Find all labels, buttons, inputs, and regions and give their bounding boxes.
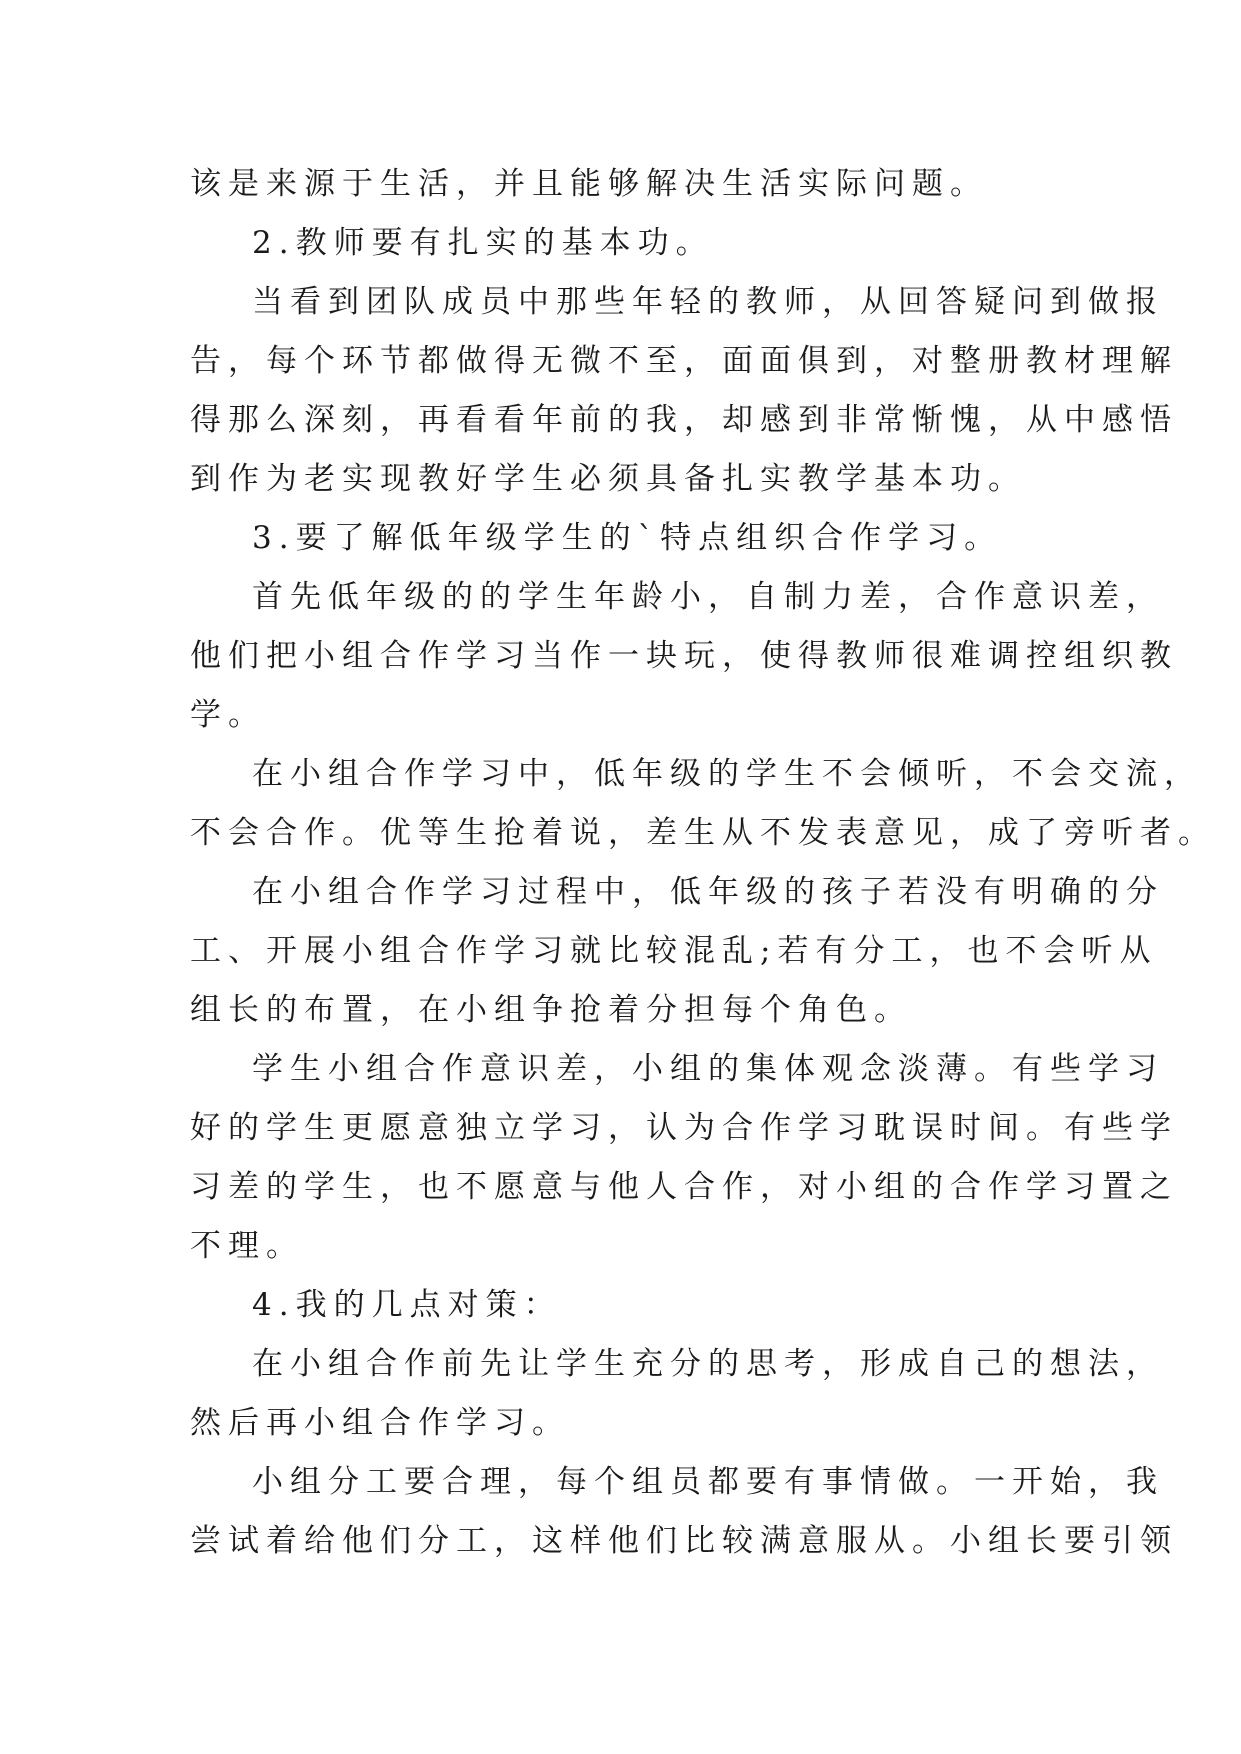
text-line: 尝试着给他们分工，这样他们比较满意服从。小组长要引领	[190, 1523, 1178, 1559]
text-line: 4.我的几点对策：	[252, 1287, 562, 1323]
text-line: 不理。	[190, 1228, 304, 1264]
text-line: 得那么深刻，再看看年前的我，却感到非常惭愧，从中感悟	[190, 402, 1178, 438]
text-line: 3.要了解低年级学生的`特点组织合作学习。	[252, 520, 1003, 556]
text-line: 学。	[190, 697, 266, 733]
text-line: 在小组合作前先让学生充分的思考，形成自己的想法，	[252, 1346, 1164, 1382]
text-line: 到作为老实现教好学生必须具备扎实教学基本功。	[190, 461, 1026, 497]
text-line: 他们把小组合作学习当作一块玩，使得教师很难调控组织教	[190, 638, 1178, 674]
text-line: 当看到团队成员中那些年轻的教师，从回答疑问到做报	[252, 284, 1164, 320]
text-line: 2.教师要有扎实的基本功。	[252, 225, 714, 261]
text-line: 首先低年级的的学生年龄小，自制力差，合作意识差，	[252, 579, 1164, 615]
text-line: 学生小组合作意识差，小组的集体观念淡薄。有些学习	[252, 1051, 1164, 1087]
text-line: 小组分工要合理，每个组员都要有事情做。一开始，我	[252, 1464, 1164, 1500]
document-body	[190, 155, 1216, 1571]
text-line: 该是来源于生活，并且能够解决生活实际问题。	[190, 166, 988, 202]
text-line: 在小组合作学习中，低年级的学生不会倾听，不会交流，	[252, 756, 1202, 792]
text-line: 组长的布置，在小组争抢着分担每个角色。	[190, 992, 912, 1028]
text-line: 在小组合作学习过程中，低年级的孩子若没有明确的分	[252, 874, 1164, 910]
text-line: 然后再小组合作学习。	[190, 1405, 570, 1441]
text-line: 工、开展小组合作学习就比较混乱;若有分工，也不会听从	[190, 933, 1158, 969]
text-line: 告，每个环节都做得无微不至，面面俱到，对整册教材理解	[190, 343, 1178, 379]
text-line: 不会合作。优等生抢着说，差生从不发表意见，成了旁听者。	[190, 815, 1216, 851]
text-line: 好的学生更愿意独立学习，认为合作学习耽误时间。有些学	[190, 1110, 1178, 1146]
text-line: 习差的学生，也不愿意与他人合作，对小组的合作学习置之	[190, 1169, 1178, 1205]
